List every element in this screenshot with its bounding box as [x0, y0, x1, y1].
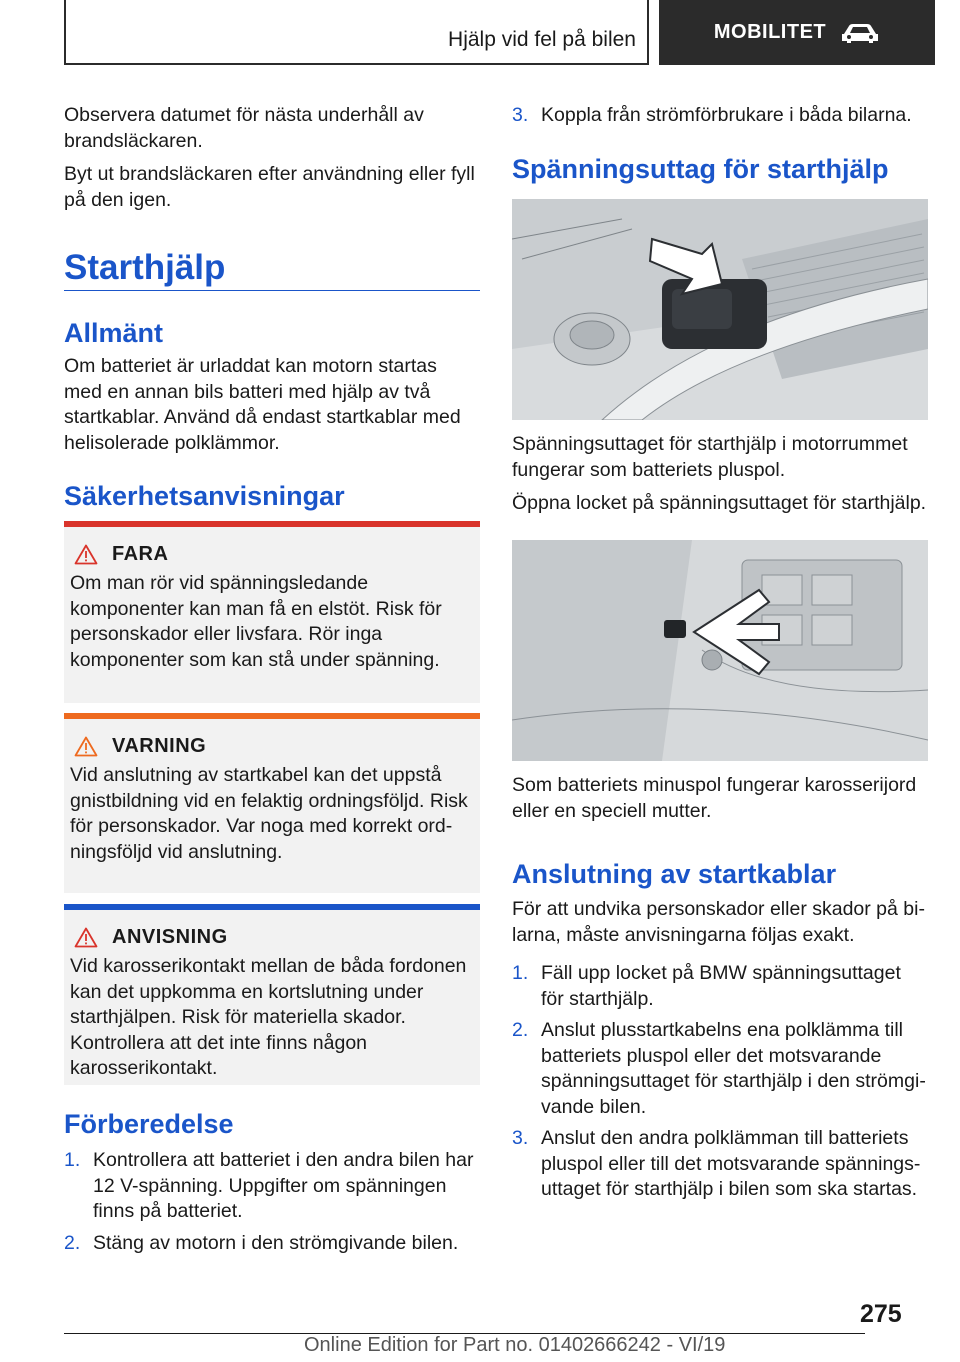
warning-box-varning: [64, 713, 480, 893]
image-caption-2: Öppna locket på spänningsuttaget för starthjälp.: [512, 492, 927, 514]
header-border-right: [647, 0, 649, 64]
list-number: 1.: [64, 1149, 81, 1171]
warning-box-anvisning: [64, 904, 480, 1085]
warning-bar: [64, 904, 480, 910]
heading-spanningsuttag: Spänningsuttag för starthjälp: [512, 154, 889, 184]
warning-text: Vid karosserikontakt mellan de båda fordonen kan det uppkomma en kortslutning under starthjälpen. Risk för materiella skador. Kontrollera att det inte finns någon karosserikontakt.: [70, 955, 467, 1079]
list-text: Koppla från strömförbrukare i båda bilarna.: [541, 104, 912, 126]
warning-label: VARNING: [112, 735, 207, 757]
warning-label: ANVISNING: [112, 926, 228, 948]
intro-paragraph-2: Byt ut brandsläckaren efter användning eller fyll på den igen.: [64, 163, 475, 211]
heading-forberedelse: Förberedelse: [64, 1109, 234, 1139]
engine-bay-jump-start-terminal-image: [512, 199, 928, 420]
image-caption-3: Som batteriets minuspol fungerar karosserijord eller en speciell mutter.: [512, 774, 917, 822]
anslutning-paragraph: För att undvika personskador eller skador på bilarna, måste anvisningarna följas exakt.: [512, 898, 925, 946]
list-text: Stäng av motorn i den strömgivande bilen.: [93, 1232, 459, 1254]
warning-triangle-icon: [74, 927, 98, 948]
list-text: Kontrollera att batteriet i den andra bilen har 12 V-spänning. Uppgifter om spänningen finns på batteriet.: [93, 1149, 474, 1222]
warning-bar: [64, 713, 480, 719]
image-caption-1: Spänningsuttaget för starthjälp i motorrummet fungerar som batteriets pluspol.: [512, 433, 908, 481]
heading-starthjalp: Starthjälp: [64, 248, 226, 287]
header-border-bottom: [64, 63, 649, 65]
intro-paragraph-1: Observera datumet för nästa underhåll av brandsläckaren.: [64, 104, 424, 152]
list-number: 2.: [64, 1232, 81, 1254]
warning-label: FARA: [112, 543, 169, 565]
page-number: 275: [860, 1300, 902, 1328]
warning-triangle-icon: [74, 544, 98, 565]
chapter-tab-label: MOBILITET: [713, 21, 827, 43]
warning-text: Vid anslutning av startkabel kan det uppstå gnistbildning vid en felaktig ordningsföljd. Risk för personskador. Var noga med korrekt ordningsföljd vid anslutning.: [70, 764, 468, 863]
list-text: Anslut den andra polklämman till batteriets pluspol eller till det motsvarande spänningsuttaget för starthjälp i bilen som ska startas.: [541, 1127, 921, 1200]
list-number: 2.: [512, 1019, 529, 1041]
warning-bar: [64, 521, 480, 527]
heading-sakerhetsanvisningar: Säkerhetsanvisningar: [64, 481, 345, 511]
list-text: Anslut plusstartkabelns ena polklämma till batteriets pluspol eller det motsvarande spänningsuttaget för starthjälp i den strömgivande bilen.: [541, 1019, 926, 1118]
list-number: 3.: [512, 1127, 529, 1149]
list-number: 3.: [512, 104, 529, 126]
list-number: 1.: [512, 962, 529, 984]
warning-box-fara: [64, 521, 480, 703]
section-title: Hjälp vid fel på bilen: [448, 28, 636, 51]
chapter-tab: [659, 0, 935, 65]
heading-allmant: Allmänt: [64, 318, 164, 348]
body-ground-point-image: [512, 540, 928, 761]
header-border-left: [64, 0, 66, 64]
warning-text: Om man rör vid spänningsledande komponenter kan man få en elstöt. Risk för personskador eller livsfara. Rör inga komponenter som kan stå under spänning.: [70, 572, 442, 671]
allmant-paragraph: Om batteriet är urladdat kan motorn startas med en annan bils batteri med hjälp av två startkablar. Använd då endast startkablar med helisolerade polklämmor.: [64, 355, 461, 454]
heading-rule: [64, 290, 480, 291]
heading-anslutning: Anslutning av startkablar: [512, 859, 837, 889]
footer-edition-text: Online Edition for Part no. 01402666242 - VI/19: [304, 1334, 726, 1356]
warning-triangle-icon: [74, 736, 98, 757]
list-text: Fäll upp locket på BMW spänningsuttaget för starthjälp.: [541, 962, 901, 1010]
car-icon: [840, 22, 880, 44]
